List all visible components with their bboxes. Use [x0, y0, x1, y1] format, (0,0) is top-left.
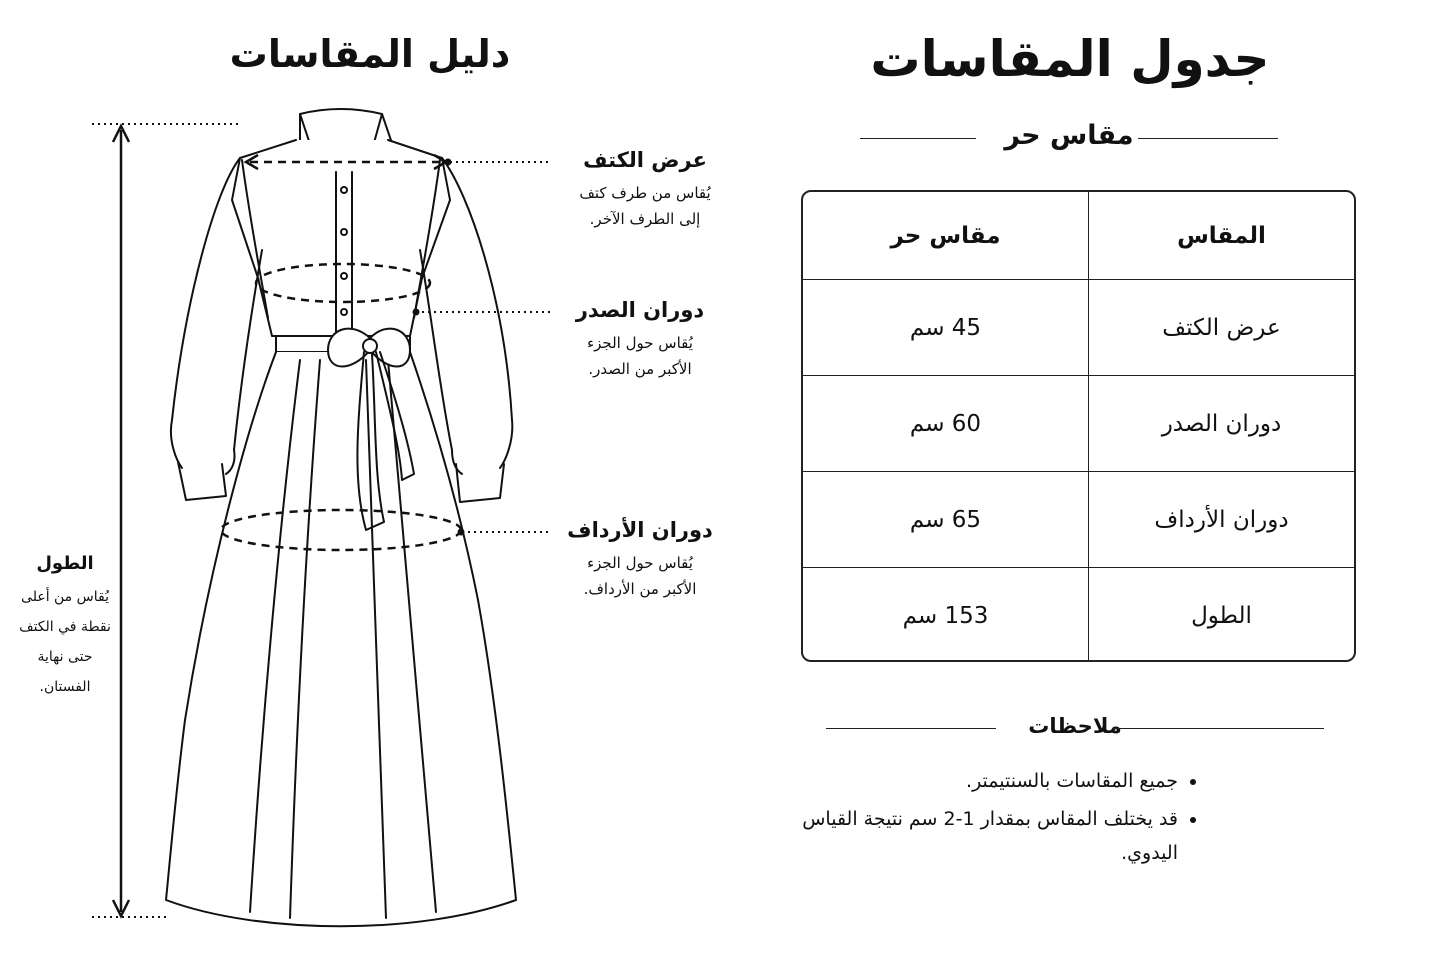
bust-callout-title: دوران الصدر	[575, 298, 705, 322]
table-cell-value: 153 سم	[803, 568, 1089, 663]
guide-title: دليل المقاسات	[229, 32, 511, 76]
table-cell-label: عرض الكتف	[1089, 280, 1355, 376]
bust-callout-desc-2: الأكبر من الصدر.	[588, 360, 692, 378]
table-row	[803, 280, 1354, 376]
table-header-measurement: المقاس	[1089, 192, 1355, 280]
length-callout-desc-3: حتى نهاية	[37, 649, 93, 665]
notes-heading: ملاحظات	[1028, 714, 1122, 738]
bust-callout-desc-1: يُقاس حول الجزء	[587, 334, 693, 352]
length-callout-title: الطول	[36, 553, 94, 574]
shoulder-callout	[555, 148, 735, 232]
table-cell-value: 45 سم	[803, 280, 1089, 376]
table-header-row	[803, 192, 1354, 280]
bust-callout	[545, 298, 735, 382]
length-callout-desc-2: نقطة في الكتف	[19, 619, 111, 635]
hips-callout-title: دوران الأرداف	[567, 518, 713, 542]
shoulder-callout-desc-1: يُقاس من طرف كتف	[579, 184, 711, 202]
table-cell-value: 60 سم	[803, 376, 1089, 472]
table-row	[803, 472, 1354, 568]
chart-subtitle: مقاس حر	[1004, 120, 1134, 151]
hips-callout-desc-1: يُقاس حول الجزء	[587, 554, 693, 572]
table-row	[803, 376, 1354, 472]
table-cell-value: 65 سم	[803, 472, 1089, 568]
table-cell-label: دوران الصدر	[1089, 376, 1355, 472]
shoulder-callout-title: عرض الكتف	[583, 148, 707, 172]
length-callout	[5, 553, 125, 702]
hips-callout	[545, 518, 735, 602]
size-table	[801, 190, 1356, 662]
chart-subtitle-row	[860, 118, 1278, 158]
note-item: • قد يختلف المقاس بمقدار 1-2 سم نتيجة القياس اليدوي.	[758, 802, 1178, 870]
hips-callout-desc-2: الأكبر من الأرداف.	[583, 580, 697, 598]
notes-list	[758, 764, 1200, 874]
table-cell-label: الطول	[1089, 568, 1355, 663]
note-item: • جميع المقاسات بالسنتيمتر.	[758, 764, 1178, 798]
length-callout-desc-4: الفستان.	[39, 679, 91, 695]
table-cell-label: دوران الأرداف	[1089, 472, 1355, 568]
length-callout-desc-1: يُقاس من أعلى	[21, 589, 109, 605]
divider-right	[1138, 138, 1278, 139]
table-row	[803, 568, 1354, 663]
notes-heading-row	[826, 708, 1324, 748]
shoulder-callout-desc-2: إلى الطرف الآخر.	[589, 210, 701, 228]
notes-divider-right	[1112, 728, 1324, 729]
chart-title: جدول المقاسات	[870, 30, 1270, 88]
table-header-size: مقاس حر	[803, 192, 1089, 280]
